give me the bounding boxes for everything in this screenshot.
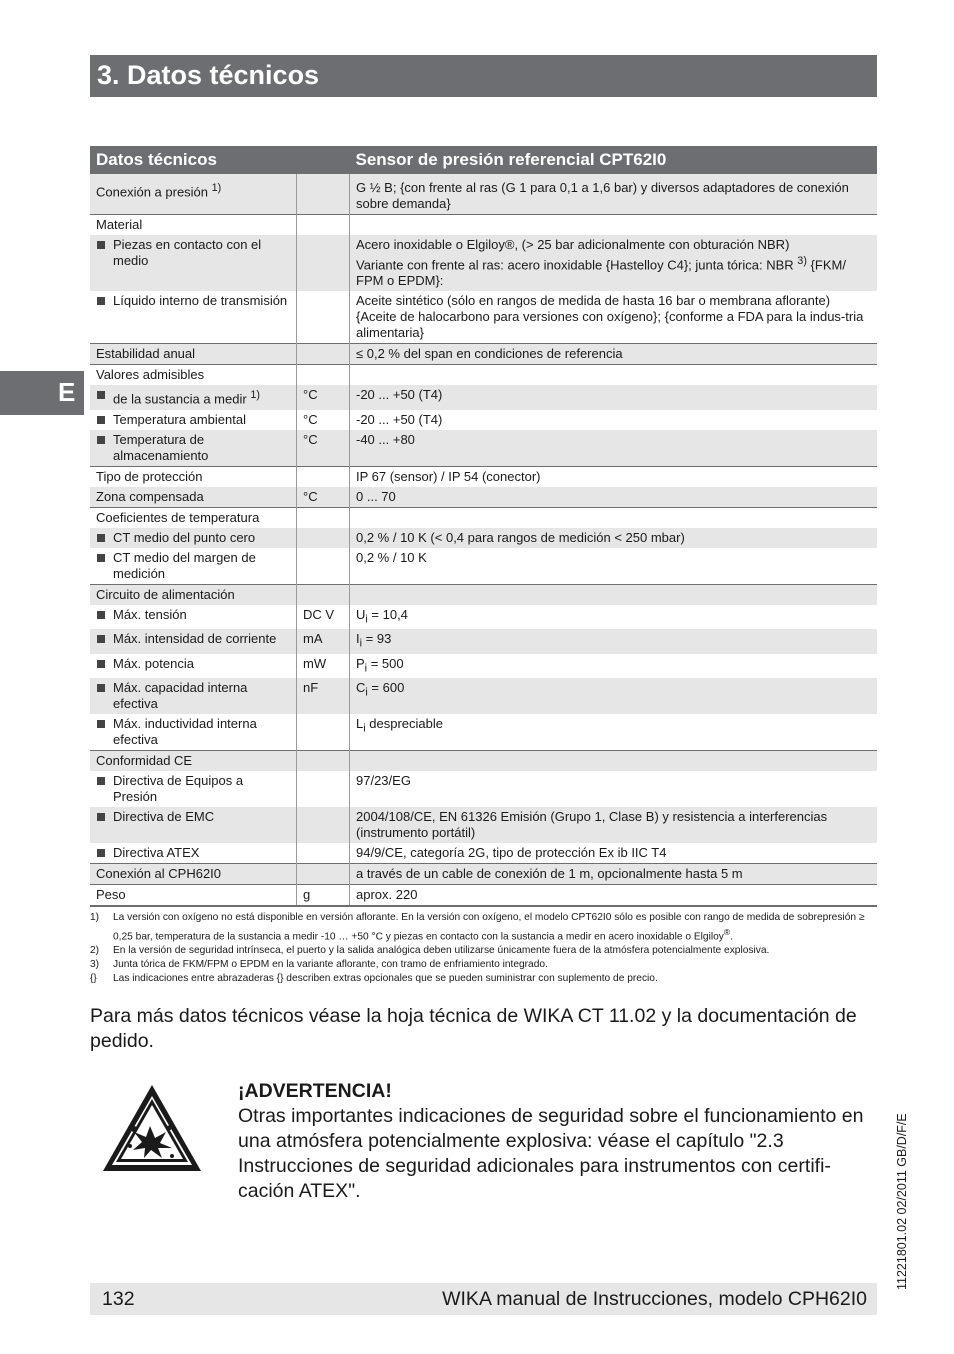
row-label: Directiva ATEX	[90, 843, 297, 864]
row-value: 0,2 % / 10 K	[356, 549, 427, 565]
row-unit	[297, 528, 350, 548]
bullet-icon	[97, 777, 105, 785]
bullet-icon	[97, 849, 105, 857]
table-row	[90, 885, 877, 907]
footnote: 2) En la versión de seguridad intrínseca, el puerto y la salida analógica deben utilizarse únicamente fuera de la atmósfera potencialmente explosiva.	[90, 945, 770, 957]
row-unit	[297, 507, 350, 528]
bullet-icon	[97, 684, 105, 692]
bullet-icon	[97, 611, 105, 619]
row-unit	[297, 174, 350, 215]
row-unit: mW	[297, 654, 350, 679]
technical-data-table	[90, 146, 877, 907]
row-value	[350, 215, 878, 236]
bullet-icon	[97, 660, 105, 668]
table-row	[90, 751, 877, 772]
section-title: 3. Datos técnicos	[90, 55, 877, 97]
row-unit: °C	[297, 385, 350, 409]
row-unit	[297, 584, 350, 605]
row-value: G ½ B; {con frente al ras (G 1 para 0,1 a 1,6 bar) y diversos adaptadores de conexión sobre demanda}	[350, 174, 878, 215]
row-label: Conexión al CPH62I0	[90, 864, 297, 885]
row-value: -40 ... +80	[350, 430, 878, 467]
row-value: $U_i = 10,4$	[356, 606, 408, 626]
table-row	[90, 807, 877, 843]
row-value	[350, 507, 878, 528]
bullet-icon	[97, 391, 105, 399]
row-label: Máx. intensidad de corriente	[90, 629, 297, 654]
row-value: $I_i = 93$	[350, 629, 878, 654]
table-row	[90, 430, 877, 467]
footnote: 1) La versión con oxígeno no está disponible en versión aflorante. En la versión con oxígeno, el modelo CPT62I0 sólo es posible con rango de medida de sobrepresión ≥ 0,25 bar, temperatura de la sustancia a medir -10 … +50 °C y piezas en contacto con la sustancia a medir en acero inoxidable o Elgiloy®.	[90, 912, 865, 943]
table-row	[90, 843, 877, 864]
row-value: ≤ 0,2 % del span en condiciones de referencia	[350, 344, 878, 365]
table-row	[90, 528, 877, 548]
row-value: $L_i$ despreciable	[356, 716, 443, 736]
table-row	[90, 548, 877, 585]
row-value: -20 ... +50 (T4)	[350, 385, 878, 409]
table-row	[90, 629, 877, 654]
table-row	[90, 487, 877, 508]
page-number: 132	[102, 1288, 135, 1310]
row-value: a través de un cable de conexión de 1 m, opcionalmente hasta 5 m	[350, 864, 878, 885]
row-label: Máx. potencia	[90, 654, 297, 679]
document-code: 11221801.02 02/2011 GB/D/F/E	[895, 1113, 909, 1290]
table-row	[90, 771, 877, 807]
bullet-icon	[97, 534, 105, 542]
row-label: Estabilidad anual	[90, 344, 297, 365]
row-label: Peso	[90, 885, 297, 907]
bullet-icon	[97, 554, 105, 562]
row-unit: g	[297, 885, 350, 907]
table-row	[90, 215, 877, 236]
row-unit	[297, 751, 350, 772]
table-row	[90, 605, 877, 630]
table-row	[90, 678, 877, 714]
row-value: $P_i = 500$	[356, 655, 404, 675]
row-label: Máx. tensión	[90, 605, 297, 630]
row-value	[350, 751, 878, 772]
row-value	[350, 365, 878, 386]
table-row	[90, 714, 877, 751]
footnote: 3) Junta tórica de FKM/FPM o EPDM en la variante aflorante, con tramo de enfriamiento integrado.	[90, 959, 548, 971]
row-label: Zona compensada	[90, 487, 297, 508]
row-unit: °C	[297, 410, 350, 430]
bullet-icon	[97, 416, 105, 424]
row-value	[350, 584, 878, 605]
header-sensor: Sensor de presión referencial CPT62I0	[350, 146, 878, 174]
table-row	[90, 584, 877, 605]
row-value: 94/9/CE, categoría 2G, tipo de protección Ex ib IIC T4	[356, 845, 667, 861]
row-unit	[297, 235, 350, 291]
row-unit	[297, 548, 350, 585]
row-unit	[297, 344, 350, 365]
row-label: Conexión a presión $^{1)}$	[90, 174, 297, 215]
row-label: Temperatura de almacenamiento	[90, 430, 297, 467]
row-value: Aceite sintético (sólo en rangos de medida de hasta 16 bar o membrana aflorante) {Aceite de halocarbono para versiones con oxígeno}; {conforme a FDA para la indus-tria alimentaria}	[356, 293, 864, 341]
row-unit: DC V	[297, 605, 350, 630]
row-label: Circuito de alimentación	[90, 584, 297, 605]
bullet-icon	[97, 436, 105, 444]
row-value: 2004/108/CE, EN 61326 Emisión (Grupo 1, Clase B) y resistencia a interferencias (instrumento portátil)	[350, 807, 878, 843]
table-row	[90, 410, 877, 430]
bullet-icon	[97, 720, 105, 728]
row-value: aprox. 220	[350, 885, 878, 907]
row-label: Piezas en contacto con el medio	[90, 235, 297, 291]
footnotes	[90, 911, 877, 986]
bullet-icon	[97, 297, 105, 305]
header-datos-tecnicos: Datos técnicos	[90, 146, 350, 174]
footnote: {} Las indicaciones entre abrazaderas {} describen extras opcionales que se pueden suministrar con suplemento de precio.	[90, 973, 658, 985]
reference-paragraph: Para más datos técnicos véase la hoja técnica de WIKA CT 11.02 y la documentación de pedido.	[90, 1005, 857, 1052]
row-unit	[297, 864, 350, 885]
row-value: Acero inoxidable o Elgiloy®, (> 25 bar adicionalmente con obturación NBR) Variante con frente al ras: acero inoxidable {Hastelloy C4}; junta tórica: NBR $^{3)}$ {FKM/ FPM o EPDM}:	[350, 235, 878, 291]
row-label: Conformidad CE	[90, 751, 297, 772]
bullet-icon	[97, 241, 105, 249]
table-row	[90, 235, 877, 291]
row-label: Valores admisibles	[90, 365, 297, 386]
table-row	[90, 365, 877, 386]
row-unit	[297, 843, 350, 864]
row-unit	[297, 291, 350, 344]
row-label: Líquido interno de transmisión	[90, 291, 297, 344]
table-row	[90, 654, 877, 679]
row-unit: °C	[297, 487, 350, 508]
row-unit	[297, 771, 350, 807]
row-label: Máx. capacidad interna efectiva	[90, 678, 297, 714]
row-label: Material	[90, 215, 297, 236]
row-label: CT medio del margen de medición	[90, 548, 297, 585]
row-unit: °C	[297, 430, 350, 467]
row-value: $C_i = 600$	[350, 678, 878, 714]
row-label: Máx. inductividad interna efectiva	[90, 714, 297, 751]
row-value: 97/23/EG	[356, 773, 411, 789]
table-row	[90, 344, 877, 365]
row-label: de la sustancia a medir $^{1)}$	[90, 385, 297, 409]
row-unit	[297, 215, 350, 236]
row-value: 0 ... 70	[350, 487, 878, 508]
row-value: 0,2 % / 10 K (< 0,4 para rangos de medición < 250 mbar)	[350, 528, 878, 548]
row-label: Temperatura ambiental	[90, 410, 297, 430]
row-value: -20 ... +50 (T4)	[356, 411, 443, 427]
bullet-icon	[97, 635, 105, 643]
row-unit: nF	[297, 678, 350, 714]
row-value: IP 67 (sensor) / IP 54 (conector)	[350, 466, 878, 487]
page-footer	[90, 1283, 877, 1315]
explosion-warning-icon	[100, 1082, 204, 1174]
table-header-row	[90, 146, 877, 174]
row-unit	[297, 714, 350, 751]
warning-body: Otras importantes indicaciones de seguridad sobre el funcionamiento en una atmósfera potencialmente explosiva: véase el capítulo "2.3 Instrucciones de seguridad adicionales para instrumentos con certifi-cación ATEX".	[238, 1105, 864, 1202]
table-row	[90, 174, 877, 215]
footer-title: WIKA manual de Instrucciones, modelo CPH62I0	[442, 1288, 867, 1310]
language-tab: E	[0, 371, 84, 415]
row-unit	[297, 807, 350, 843]
table-row	[90, 291, 877, 344]
row-unit: mA	[297, 629, 350, 654]
row-label: Directiva de EMC	[90, 807, 297, 843]
table-row	[90, 385, 877, 409]
bullet-icon	[97, 813, 105, 821]
row-label: Directiva de Equipos a Presión	[90, 771, 297, 807]
row-label: CT medio del punto cero	[90, 528, 297, 548]
table-row	[90, 507, 877, 528]
row-unit	[297, 466, 350, 487]
table-row	[90, 466, 877, 487]
row-label: Coeficientes de temperatura	[90, 507, 297, 528]
row-label: Tipo de protección	[90, 466, 297, 487]
row-unit	[297, 365, 350, 386]
warning-title: ¡ADVERTENCIA!	[238, 1080, 392, 1102]
table-row	[90, 864, 877, 885]
